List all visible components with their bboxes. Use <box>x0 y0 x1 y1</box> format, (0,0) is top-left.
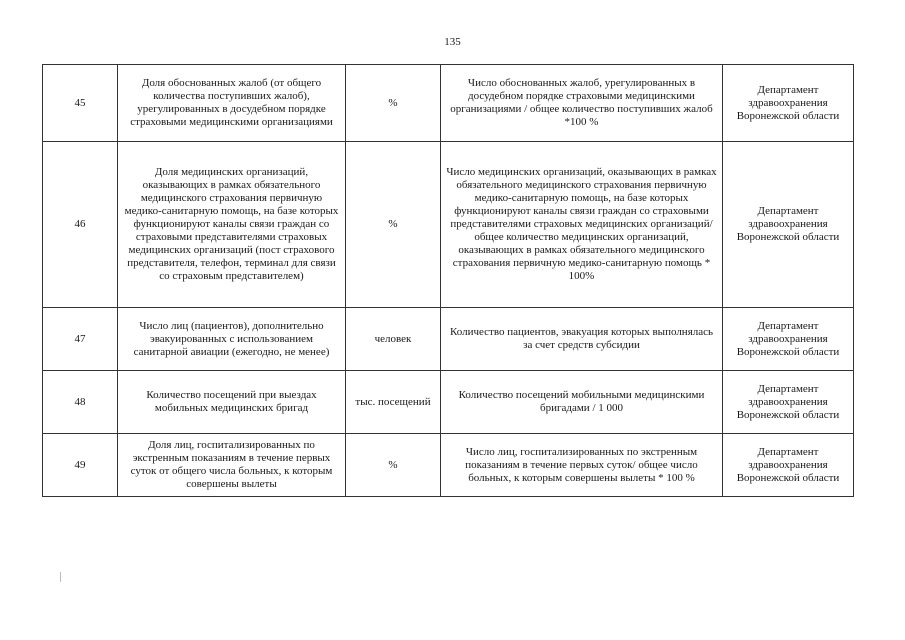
unit-of-measure: % <box>346 65 441 142</box>
row-number: 46 <box>43 142 118 308</box>
scan-artifact <box>60 572 61 582</box>
table-row <box>43 371 854 434</box>
row-number: 47 <box>43 308 118 371</box>
calculation-method: Число обоснованных жалоб, урегулированных в досудебном порядке страховыми медицинскими организациями / общее количество поступивших жалоб *100 % <box>441 65 723 142</box>
page-number: 135 <box>444 36 461 48</box>
responsible-department: Департамент здравоохранения Воронежской области <box>723 308 854 371</box>
table-row <box>43 434 854 497</box>
indicator-name: Число лиц (пациентов), дополнительно эвакуированных с использованием санитарной авиации (ежегодно, не менее) <box>118 308 346 371</box>
unit-of-measure: человек <box>346 308 441 371</box>
calculation-method: Количество посещений мобильными медицинскими бригадами / 1 000 <box>441 371 723 434</box>
responsible-department: Департамент здравоохранения Воронежской области <box>723 434 854 497</box>
table-row <box>43 142 854 308</box>
unit-of-measure: тыс. посещений <box>346 371 441 434</box>
table-row <box>43 65 854 142</box>
row-number: 45 <box>43 65 118 142</box>
indicator-name: Доля обоснованных жалоб (от общего количества поступивших жалоб), урегулированных в досудебном порядке страховыми медицинскими организациями <box>118 65 346 142</box>
responsible-department: Департамент здравоохранения Воронежской области <box>723 142 854 308</box>
indicators-table <box>42 64 854 497</box>
calculation-method: Количество пациентов, эвакуация которых выполнялась за счет средств субсидии <box>441 308 723 371</box>
row-number: 48 <box>43 371 118 434</box>
calculation-method: Число медицинских организаций, оказывающих в рамках обязательного медицинского страхования первичную медико-санитарную помощь, на базе которых функционируют каналы связи граждан со страховыми представителями страховых медицинских организаций/ общее количество медицинских организаций, оказывающих в рамках обязательного медицинского страхования первичную медико-санитарную помощь * 100% <box>441 142 723 308</box>
unit-of-measure: % <box>346 434 441 497</box>
unit-of-measure: % <box>346 142 441 308</box>
indicator-name: Количество посещений при выездах мобильных медицинских бригад <box>118 371 346 434</box>
indicator-name: Доля медицинских организаций, оказывающих в рамках обязательного медицинского страхования первичную медико-санитарную помощь, на базе которых функционируют каналы связи граждан со страховыми представителями страховых медицинских организаций (пост страхового представителя, телефон, терминал для связи со страховым представителем) <box>118 142 346 308</box>
responsible-department: Департамент здравоохранения Воронежской области <box>723 371 854 434</box>
indicator-name: Доля лиц, госпитализированных по экстренным показаниям в течение первых суток от общего числа больных, к которым совершены вылеты <box>118 434 346 497</box>
calculation-method: Число лиц, госпитализированных по экстренным показаниям в течение первых суток/ общее число больных, к которым совершены вылеты * 100 % <box>441 434 723 497</box>
table-row <box>43 308 854 371</box>
row-number: 49 <box>43 434 118 497</box>
responsible-department: Департамент здравоохранения Воронежской области <box>723 65 854 142</box>
